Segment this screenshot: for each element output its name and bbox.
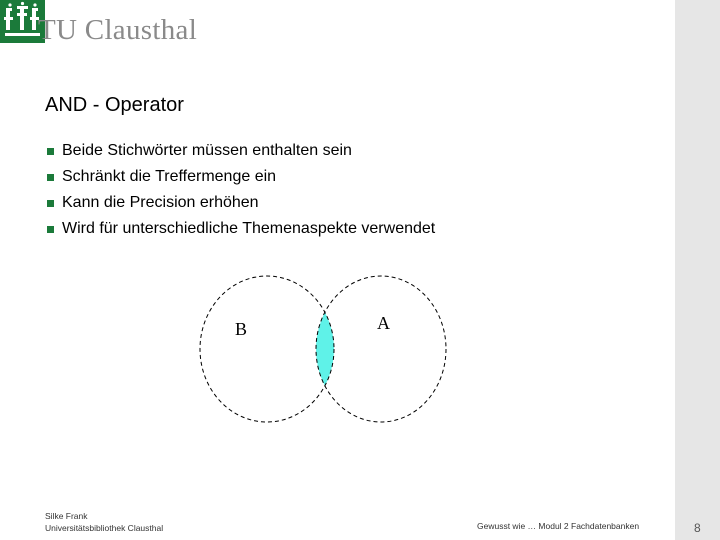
- list-item: [45, 216, 435, 242]
- footer-institution: Universitätsbibliothek Clausthal: [45, 523, 164, 533]
- footer-course: Gewusst wie … Modul 2 Fachdatenbanken: [477, 521, 640, 531]
- circle-b: [200, 276, 334, 422]
- bullet-text: Beide Stichwörter müssen enthalten sein: [62, 142, 352, 159]
- bullet-list: [45, 138, 435, 242]
- bullet-text: Wird für unterschiedliche Themenaspekte verwendet: [62, 220, 436, 237]
- square-bullet-icon: [47, 200, 54, 207]
- list-item: [45, 138, 435, 164]
- list-item: [45, 164, 435, 190]
- square-bullet-icon: [47, 148, 54, 155]
- intersection-region: [316, 276, 446, 422]
- circle-a: [316, 276, 446, 422]
- university-name: TU Clausthal: [38, 14, 198, 46]
- list-item: [45, 190, 435, 216]
- footer-author-block: [45, 510, 163, 534]
- square-bullet-icon: [47, 226, 54, 233]
- bullet-text: Schränkt die Treffermenge ein: [62, 168, 277, 185]
- page-number: 8: [694, 521, 701, 535]
- label-b: B: [235, 319, 248, 339]
- label-a: A: [377, 313, 390, 333]
- square-bullet-icon: [47, 174, 54, 181]
- venn-diagram: [195, 272, 455, 427]
- side-band: [675, 0, 720, 540]
- bullet-text: Kann die Precision erhöhen: [62, 194, 259, 211]
- slide-title: AND - Operator: [45, 94, 184, 116]
- footer-author: Silke Frank: [45, 511, 88, 521]
